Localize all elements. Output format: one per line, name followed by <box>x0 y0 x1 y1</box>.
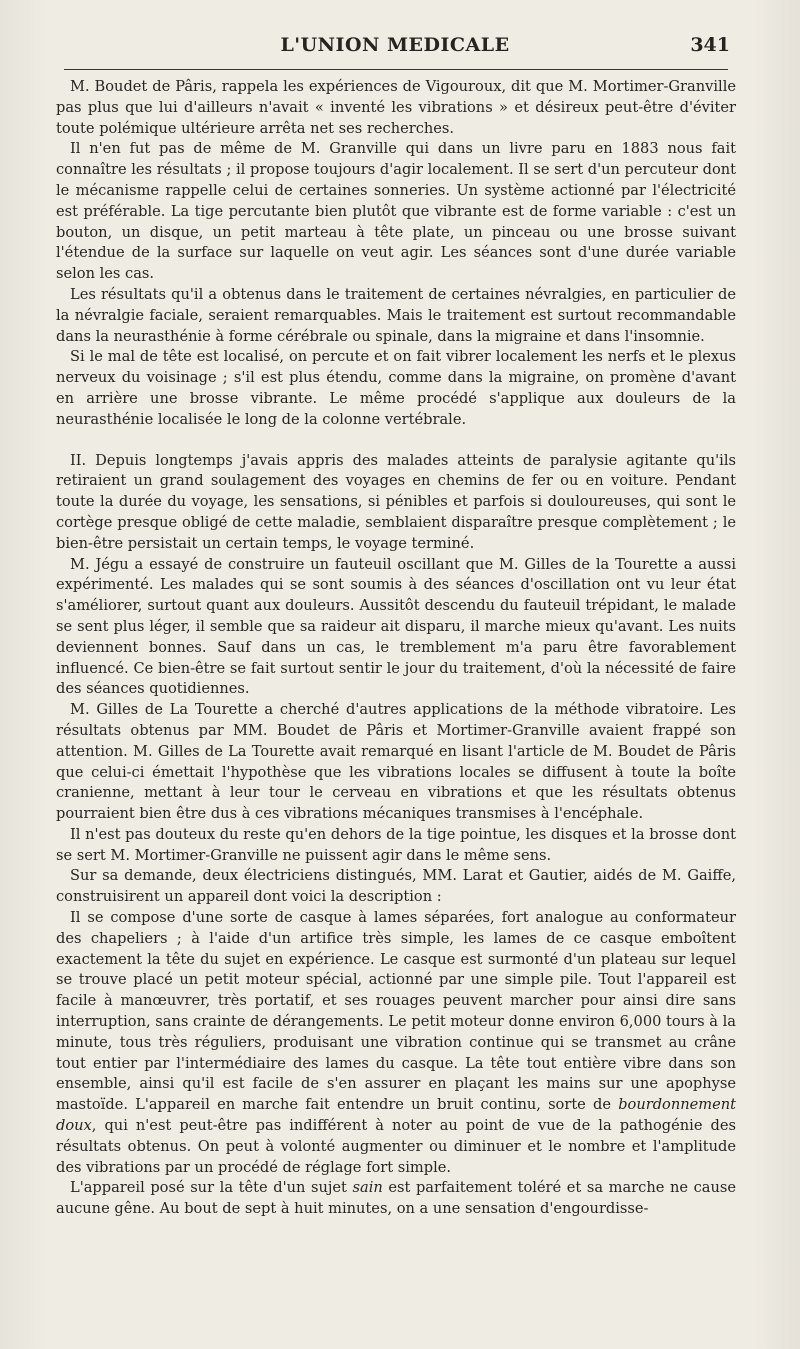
text-run: Il n'est pas douteux du reste qu'en dehors de la tige pointue, les disques et la brosse dont se sert M. Mortimer-Granville ne puissent agir dans le même sens. <box>56 825 736 864</box>
italic-phrase: bourdonnement doux <box>56 1096 736 1135</box>
paragraph <box>56 700 736 825</box>
page-number: 341 <box>690 34 730 56</box>
paragraph <box>56 1178 736 1220</box>
text-run: Sur sa demande, deux électriciens distingués, MM. Larat et Gautier, aidés de M. Gaiffe, construisirent un appareil dont voici la description : <box>56 867 736 906</box>
text-run: Il se compose d'une sorte de casque à lames séparées, fort analogue au conformateur des chapeliers ; à l'aide d'un artifice très simple, les lames de ce casque emboîtent exactement la tête du sujet en expérience. Le casque est surmonté d'un plateau sur lequel se trouve placé un petit moteur spécial, actionné par une simple pile. Tout l'appareil est facile à manœuvrer, très portatif, et ses rouages peuvent marcher pour ainsi dire sans interruption, sans crainte de dérangements. Le petit moteur donne environ 6,000 tours à la minute, tous très réguliers, produisant une vibration continue qui se transmet au crâne tout entier par l'intermédiaire des lames du casque. La tête tout entière vibre dans son ensemble, ainsi qu'il est facile de s'en assurer en plaçant les mains sur une apophyse mastoïde. L'appareil en marche fait entendre un bruit continu, sorte de <box>56 909 736 1114</box>
paragraph <box>56 908 736 1178</box>
running-title: L'UNION MEDICALE <box>280 34 510 56</box>
paragraph <box>56 866 736 908</box>
header-rule <box>64 69 728 70</box>
text-run: M. Jégu a essayé de construire un fauteuil oscillant que M. Gilles de la Tourette a aussi expérimenté. Les malades qui se sont soumis à des séances d'oscillation ont vu leur état s'améliorer, surtout quant aux douleurs. Aussitôt descendu du fauteuil trépidant, le malade se sent plus léger, il semble que sa raideur ait disparu, il marche mieux qu'avant. Les nuits deviennent bonnes. Sauf dans un cas, le tremblement m'a paru être favorablement influencé. Ce bien-être se fait surtout sentir le jour du traitement, d'où la nécessité de faire des séances quotidiennes. <box>56 555 736 698</box>
paragraph <box>56 451 736 555</box>
text-run: II. Depuis longtemps j'avais appris des malades atteints de paralysie agitante qu'ils retiraient un grand soulagement des voyages en chemins de fer ou en voiture. Pendant toute la durée du voyage, les sensations, si pénibles et parfois si douloureuses, qui sont le cortège presque obligé de cette maladie, semblaient disparaître presque complètement ; le bien-être persistait un certain temps, le voyage terminé. <box>56 451 736 552</box>
text-run: est parfaitement toléré et sa marche ne cause aucune gêne. Au bout de sept à huit minutes, on a une sensation d'engourdisse- <box>56 1179 736 1218</box>
body-text <box>56 77 736 1220</box>
paragraph <box>56 347 736 430</box>
text-run: Il n'en fut pas de même de M. Granville qui dans un livre paru en 1883 nous fait connaître les résultats ; il propose toujours d'agir localement. Il se sert d'un percuteur dont le mécanisme rappelle celui de certaines sonneries. Un système actionné par l'électricité est préférable. La tige percutante bien plutôt que vibrante est de forme variable : c'est un bouton, un disque, un petit marteau à tête plate, un pinceau ou une brosse suivant l'étendue de la surface sur laquelle on veut agir. Les séances sont d'une durée variable selon les cas. <box>56 140 736 283</box>
text-run: Les résultats qu'il a obtenus dans le traitement de certaines névralgies, en particulier de la névralgie faciale, seraient remarquables. Mais le traitement est surtout recommandable dans la neurasthénie à forme cérébrale ou spinale, dans la migraine et dans l'insomnie. <box>56 285 736 345</box>
paragraph <box>56 555 736 701</box>
paragraph <box>56 825 736 867</box>
italic-phrase: sain <box>352 1179 383 1197</box>
page-header <box>60 34 730 60</box>
paragraph <box>56 77 736 139</box>
paragraph <box>56 139 736 285</box>
text-run: M. Boudet de Pâris, rappela les expériences de Vigouroux, dit que M. Mortimer-Granville pas plus que lui d'ailleurs n'avait « inventé les vibrations » et désireux peut-être d'éviter toute polémique ultérieure arrêta net ses recherches. <box>56 78 736 137</box>
text-run: M. Gilles de La Tourette a cherché d'autres applications de la méthode vibratoire. Les résultats obtenus par MM. Boudet de Pâris et Mortimer-Granville avaient frappé son attention. M. Gilles de La Tourette avait remarqué en lisant l'article de M. Boudet de Pâris que celui-ci émettait l'hypothèse que les vibrations locales se diffusent à toute la boîte cranienne, mettant à leur tour le cerveau en vibrations et que les résultats obtenus pourraient bien être dus à ces vibrations mécaniques transmises à l'encéphale. <box>56 701 736 823</box>
text-run: Si le mal de tête est localisé, on percute et on fait vibrer localement les nerfs et le plexus nerveux du voisinage ; s'il est plus étendu, comme dans la migraine, on promène d'avant en arrière une brosse vibrante. Le même procédé s'applique aux douleurs de la neurasthénie localisée le long de la colonne vertébrale. <box>56 348 736 428</box>
text-run: L'appareil posé sur la tête d'un sujet <box>70 1179 353 1197</box>
paragraph <box>56 285 736 347</box>
text-run: , qui n'est peut-être pas indifférent à noter au point de vue de la pathogénie des résultats obtenus. On peut à volonté augmenter ou diminuer et le nombre et l'amplitude des vibrations par un procédé de réglage fort simple. <box>56 1117 736 1176</box>
